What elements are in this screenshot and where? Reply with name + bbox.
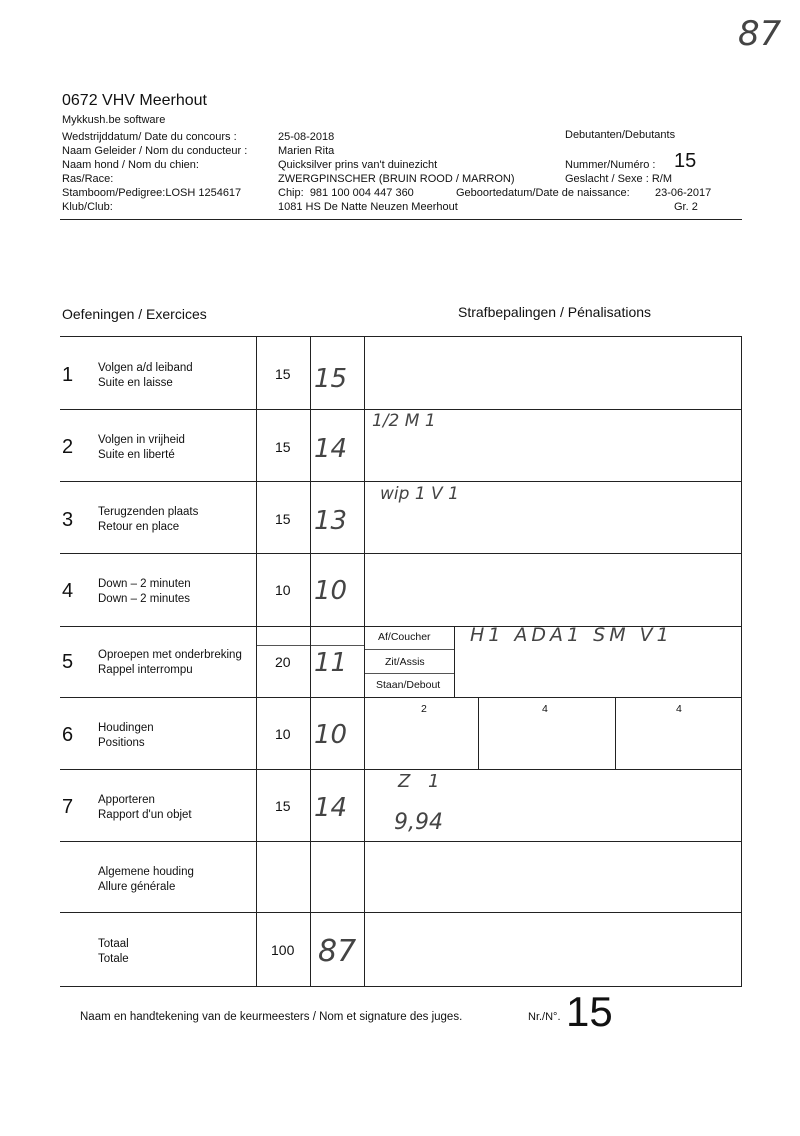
exercise-number: 5: [62, 651, 74, 673]
grid-line: [365, 673, 454, 674]
birth-label: Geboortedatum/Date de naissance:: [456, 187, 630, 199]
grid-line: [741, 336, 742, 986]
judges-label: Naam en handtekening van de keurmeesters / Nom et signature des juges.: [80, 1011, 463, 1023]
number-value: 15: [674, 150, 697, 172]
total-max-points: 100: [271, 942, 295, 958]
exercise-name-fr: Down – 2 minutes: [98, 593, 191, 605]
exercise-name-nl: Oproepen met onderbreking: [98, 649, 242, 661]
max-points: 15: [275, 798, 291, 814]
exercise-number: 7: [62, 796, 74, 818]
grid-line: [60, 769, 742, 770]
score-handwritten: 13: [314, 506, 348, 536]
corner-score: 87: [738, 14, 782, 54]
grid-line: [364, 336, 365, 986]
label-breed: Ras/Race:: [62, 173, 114, 185]
exercise-name-nl: Houdingen: [98, 722, 154, 734]
sex-label: Geslacht / Sexe : R/M: [565, 173, 672, 185]
header-labels: [62, 130, 247, 214]
header-values: [278, 130, 515, 214]
penalty-notes: wip 1 V 1: [380, 484, 459, 504]
penalty-notes: Z 1: [398, 771, 446, 792]
score-handwritten: 10: [314, 576, 348, 606]
max-points: 10: [275, 582, 291, 598]
chip-value: 981 100 004 447 360: [309, 187, 414, 199]
exercise-name: [98, 433, 185, 463]
score-handwritten: 15: [314, 364, 348, 394]
exercise-name: [98, 721, 154, 751]
value-breed: ZWERGPINSCHER (BRUIN ROOD / MARRON): [278, 173, 515, 185]
grid-line: [365, 649, 454, 650]
penalty-notes: 1/2 M 1: [372, 411, 436, 431]
software-label: Mykkush.be software: [62, 114, 166, 126]
value-handler: Marien Rita: [278, 145, 335, 157]
club-title: 0672 VHV Meerhout: [62, 92, 207, 109]
grid-line: [478, 697, 479, 769]
exercise-name-nl: Down – 2 minuten: [98, 578, 191, 590]
score-handwritten: 11: [314, 648, 348, 678]
max-points: 15: [275, 511, 291, 527]
chip-label: Chip:: [278, 187, 304, 199]
footer-nr-value: 15: [566, 988, 613, 1035]
exercise-name-nl: Volgen a/d leiband: [98, 362, 193, 374]
grid-line: [60, 697, 742, 698]
label-club: Klub/Club:: [62, 201, 113, 213]
recall-position-down: Af/Coucher: [378, 631, 431, 643]
score-handwritten: 10: [314, 720, 348, 750]
exercise-name-nl: Terugzenden plaats: [98, 506, 199, 518]
header-divider: [60, 219, 742, 220]
general-label: [98, 865, 194, 895]
grid-line: [60, 986, 742, 987]
position-value: 4: [676, 703, 682, 715]
max-points: 20: [275, 654, 291, 670]
label-dog: Naam hond / Nom du chien:: [62, 159, 199, 171]
number-label: Nummer/Numéro :: [565, 159, 656, 171]
penalty-notes: H1 ADA1 SM V1: [470, 624, 673, 646]
recall-position-sit: Zit/Assis: [385, 656, 425, 668]
exercise-name-fr: Positions: [98, 737, 145, 749]
max-points: 10: [275, 726, 291, 742]
penalties-title: Strafbepalingen / Pénalisations: [458, 304, 652, 320]
grid-line: [615, 697, 616, 769]
grid-line: [454, 626, 455, 697]
grid-line: [256, 336, 257, 986]
exercise-number: 1: [62, 364, 74, 386]
penalty-notes-total: 9,94: [394, 810, 443, 835]
exercise-name: [98, 577, 191, 607]
max-points: 15: [275, 439, 291, 455]
value-date: 25-08-2018: [278, 131, 335, 143]
label-pedigree: Stamboom/Pedigree:LOSH 1254617: [62, 187, 242, 199]
exercise-number: 2: [62, 436, 74, 458]
exercise-number: 3: [62, 509, 74, 531]
total-name-fr: Totale: [98, 953, 129, 965]
grid-line: [310, 336, 311, 986]
exercise-name: [98, 793, 192, 823]
grid-line: [60, 481, 742, 482]
max-points: 15: [275, 366, 291, 382]
total-name-nl: Totaal: [98, 938, 129, 950]
label-date: Wedstrijddatum/ Date du concours :: [62, 131, 237, 143]
score-handwritten: 14: [314, 793, 348, 823]
total-score-handwritten: 87: [318, 934, 357, 969]
exercise-name-nl: Apporteren: [98, 794, 155, 806]
group-label: Gr. 2: [674, 201, 698, 213]
score-handwritten: 14: [314, 434, 348, 464]
footer-nr-label: Nr./N°.: [528, 1011, 561, 1023]
grid-line: [60, 912, 742, 913]
exercise-number: 4: [62, 580, 74, 602]
position-value: 4: [542, 703, 548, 715]
grid-line: [60, 841, 742, 842]
label-handler: Naam Geleider / Nom du conducteur :: [62, 145, 248, 157]
exercise-name: [98, 505, 198, 535]
birth-date: 23-06-2017: [655, 187, 712, 199]
exercise-name-fr: Suite en liberté: [98, 449, 175, 461]
exercise-name-fr: Suite en laisse: [98, 377, 173, 389]
value-dog: Quicksilver prins van't duinezicht: [278, 159, 438, 171]
general-name-nl: Algemene houding: [98, 866, 194, 878]
category-label: Debutanten/Debutants: [565, 129, 676, 141]
general-name-fr: Allure générale: [98, 881, 176, 893]
grid-line: [60, 553, 742, 554]
value-club: 1081 HS De Natte Neuzen Meerhout: [278, 201, 458, 213]
exercise-name-nl: Volgen in vrijheid: [98, 434, 185, 446]
exercises-title: Oefeningen / Exercices: [62, 306, 207, 322]
recall-position-stand: Staan/Debout: [376, 679, 441, 691]
grid-line: [60, 409, 742, 410]
exercise-name: [98, 648, 242, 678]
total-label: [98, 937, 129, 967]
position-value: 2: [421, 703, 427, 715]
exercise-name: [98, 361, 193, 391]
exercise-name-fr: Retour en place: [98, 521, 180, 533]
exercise-name-fr: Rapport d'un objet: [98, 809, 192, 821]
grid-line: [60, 336, 742, 337]
exercise-number: 6: [62, 724, 74, 746]
exercise-name-fr: Rappel interrompu: [98, 664, 193, 676]
